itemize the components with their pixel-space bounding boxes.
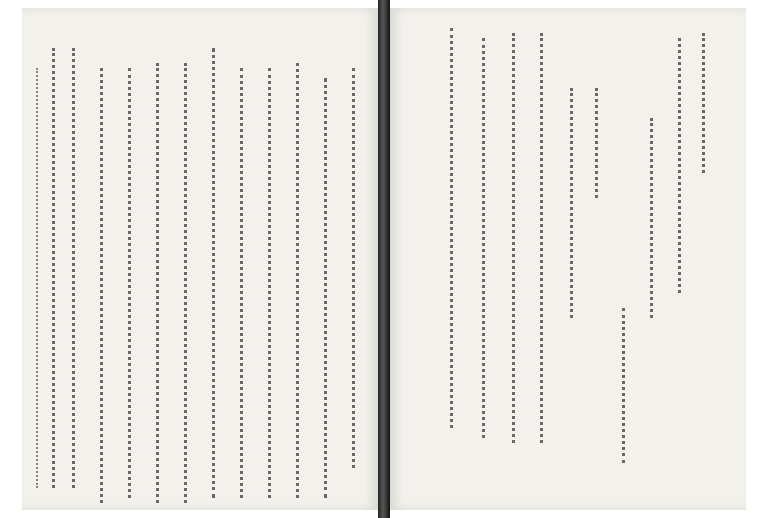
- left-column-3: [296, 63, 299, 498]
- right-column-9: [482, 38, 485, 438]
- left-column-10: [100, 68, 103, 503]
- right-column-2: [678, 38, 681, 293]
- right-column-3: [650, 118, 653, 318]
- right-page: [390, 8, 746, 510]
- left-column-4: [268, 68, 271, 498]
- right-column-5: [595, 88, 598, 198]
- right-column-1: [702, 33, 705, 173]
- left-column-5: [240, 68, 243, 498]
- right-column-6: [570, 88, 573, 318]
- left-column-13: [36, 68, 38, 488]
- left-column-11: [72, 48, 75, 488]
- left-column-2: [324, 78, 327, 498]
- left-column-7: [184, 63, 187, 503]
- left-page: [22, 8, 378, 510]
- right-column-10: [450, 28, 453, 428]
- left-column-6: [212, 48, 215, 498]
- left-column-12: [52, 48, 55, 488]
- right-column-7: [540, 33, 543, 443]
- right-column-8: [512, 33, 515, 443]
- book-gutter: [378, 0, 390, 518]
- left-column-1: [352, 68, 355, 468]
- left-column-8: [156, 63, 159, 503]
- left-column-9: [128, 68, 131, 498]
- right-column-4: [622, 308, 625, 463]
